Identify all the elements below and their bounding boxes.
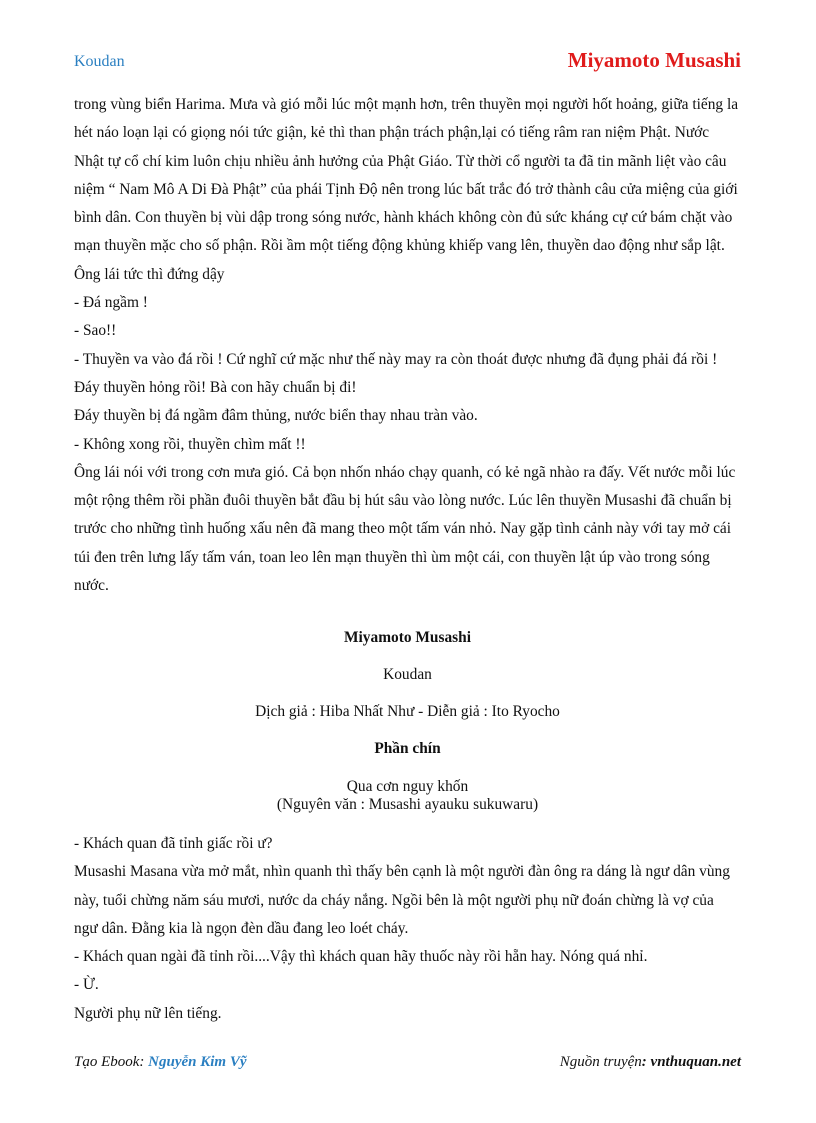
- part-original-title: (Nguyên văn : Musashi ayauku sukuwaru): [276, 796, 539, 813]
- body-text-top: [74, 91, 741, 600]
- footer-ebook-label: Tạo Ebook: [74, 1054, 140, 1070]
- dialogue-line: - Ừ.: [74, 976, 99, 994]
- header-koudan: Koudan: [74, 53, 125, 70]
- footer-ebook-credit: [74, 1054, 247, 1071]
- paragraph: Người phụ nữ lên tiếng.: [74, 1004, 222, 1022]
- dialogue-line: - Đá ngầm !: [74, 294, 148, 312]
- dialogue-line: - Không xong rồi, thuyền chìm mất !!: [74, 435, 306, 453]
- paragraph: Musashi Masana vừa mở mắt, nhìn quanh thì thấy bên cạnh là một người đàn ông ra dáng là ngư dân vùng này, tuổi chừng năm sáu mươi, nước da cháy nắng. Ngồi bên là một người phụ nữ đoán chừng là vợ của ngư dân. Đằng kia là ngọn đèn dầu đang leo loét cháy.: [74, 863, 730, 937]
- chapter-subtitle: Koudan: [383, 666, 432, 683]
- footer-source-site: vnthuquan.net: [650, 1054, 741, 1070]
- body-text-bottom: [74, 830, 741, 1028]
- footer-separator: :: [641, 1054, 651, 1070]
- footer-source-label: Nguồn truyện: [559, 1054, 642, 1070]
- dialogue-line: - Thuyền va vào đá rồi ! Cứ nghĩ cứ mặc như thế này may ra còn thoát được nhưng đã đụng phải đá rồi ! Đáy thuyền hỏng rồi! Bà con hãy chuẩn bị đi!: [74, 350, 718, 396]
- header-book-title: Miyamoto Musashi: [567, 48, 741, 72]
- footer-separator: :: [139, 1054, 149, 1070]
- part-heading: Phần chín: [374, 740, 441, 757]
- chapter-credits: Dịch giả : Hiba Nhất Như - Diễn giả : Ito Ryocho: [255, 703, 560, 720]
- footer-source-credit: [560, 1054, 741, 1071]
- paragraph: Đáy thuyền bị đá ngầm đâm thủng, nước biển thay nhau tràn vào.: [74, 407, 478, 425]
- paragraph: trong vùng biển Harima. Mưa và gió mỗi lúc một mạnh hơn, trên thuyền mọi người hốt hoảng, giữa tiếng la hét náo loạn lại có giọng nói tức giận, kẻ thì than phận trách phận,lại có tiếng râm ran niệm Phật. Nước Nhật tự cổ chí kim luôn chịu nhiều ảnh hưởng của Phật Giáo. Từ thời cổ người ta đã tin mãnh liệt vào câu niệm “ Nam Mô A Di Đà Phật” của phái Tịnh Độ nên trong lúc bất trắc đó trở thành câu cửa miệng của giới bình dân. Con thuyền bị vùi dập trong sóng nước, hành khách không còn đủ sức kháng cự cứ bám chặt vào mạn thuyền mặc cho số phận. Rồi ầm một tiếng động khủng khiếp vang lên, thuyền dao động như sắp lật. Ông lái tức thì đứng dậy: [74, 96, 739, 283]
- paragraph: Ông lái nói với trong cơn mưa gió. Cả bọn nhốn nháo chạy quanh, có kẻ ngã nhào ra đấy. Vết nước mỗi lúc một rộng thêm rồi phần đuôi thuyền bắt đầu bị hút sâu vào lòng nước. Lúc lên thuyền Musashi đã chuẩn bị trước cho những tình huống xấu nên đã mang theo một tấm ván nhỏ. Nay gặp tình cảnh này với tay mở cái túi đen trên lưng lấy tấm ván, toan leo lên mạn thuyền thì ùm một cái, con thuyền lật úp vào trong sóng nước.: [74, 463, 736, 595]
- dialogue-line: - Sao!!: [74, 322, 117, 340]
- chapter-title: Miyamoto Musashi: [344, 629, 471, 646]
- footer-ebook-author: Nguyễn Kim Vỹ: [148, 1054, 247, 1070]
- dialogue-line: - Khách quan ngài đã tỉnh rồi....Vậy thì khách quan hãy thuốc này rồi hẵn hay. Nóng quá nhỉ.: [74, 948, 648, 966]
- page-header: [74, 48, 741, 78]
- part-name: Qua cơn nguy khốn: [346, 778, 469, 795]
- dialogue-line: - Khách quan đã tỉnh giấc rồi ư?: [74, 835, 273, 852]
